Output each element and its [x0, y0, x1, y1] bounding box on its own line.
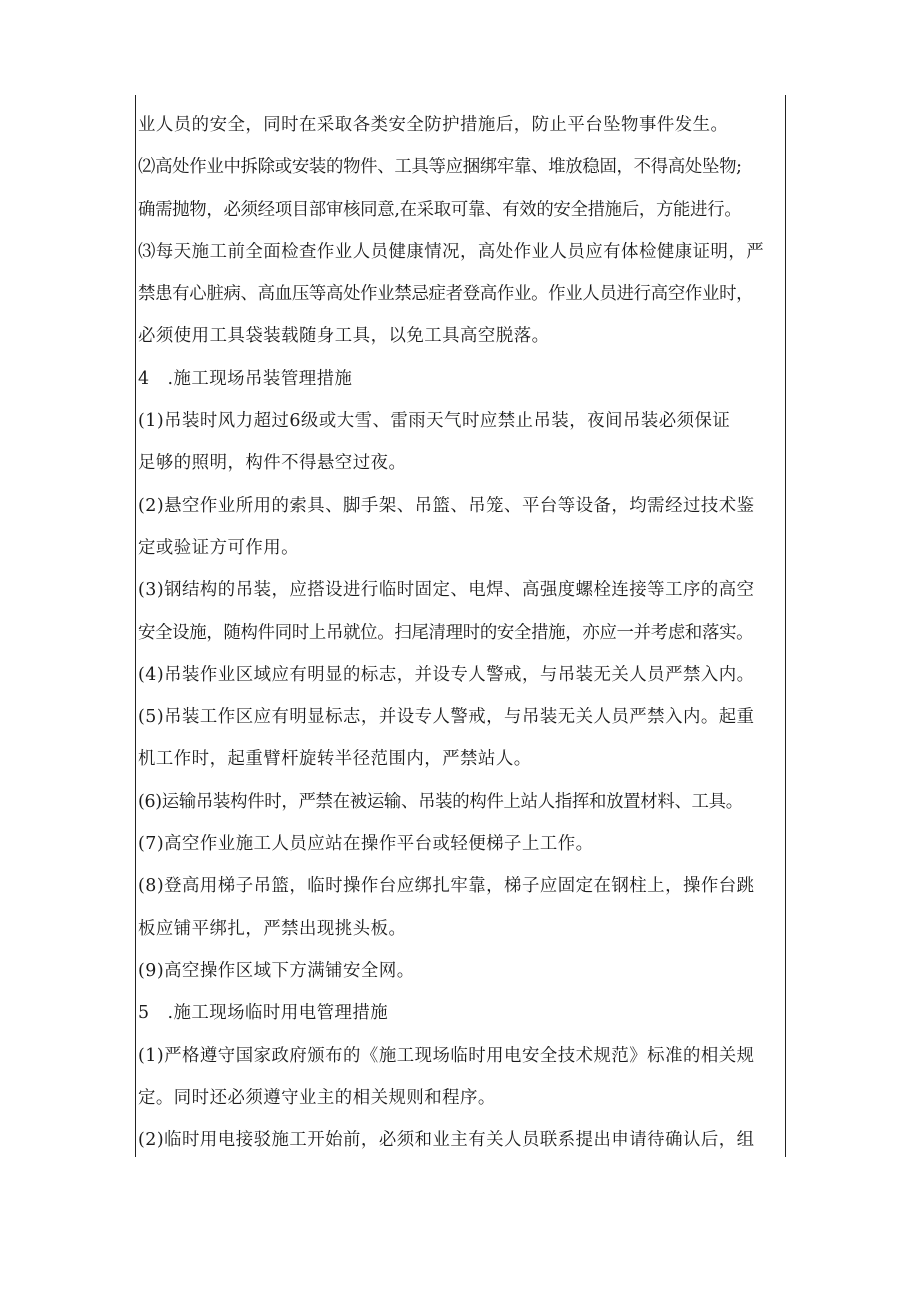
text-line: 禁患有心脏病、高血压等高处作业禁忌症者登高作业。作业人员进行高空作业时，: [138, 284, 754, 305]
text-line: (8)登高用梯子吊篮，临时操作台应绑扎牢靠，梯子应固定在钢柱上，操作台跳: [138, 876, 755, 897]
text-line: (5)吊装工作区应有明显标志，并设专人警戒，与吊装无关人员严禁入内。起重: [138, 707, 755, 728]
text-line: (7)高空作业施工人员应站在操作平台或轻便梯子上工作。: [138, 834, 594, 855]
text-line: (1)吊装时风力超过6级或大雪、雷雨天气时应禁止吊装，夜间吊装必须保证: [138, 411, 731, 432]
text-line: (1)严格遵守国家政府颁布的《施工现场临时用电安全技术规范》标准的相关规: [138, 1045, 755, 1066]
text-line: (2)临时用电接驳施工开始前，必须和业主有关人员联系提出申请待确认后，组: [138, 1130, 755, 1151]
text-line: (9)高空操作区域下方满铺安全网。: [138, 960, 415, 981]
text-line: ⑵高处作业中拆除或安装的物件、工具等应捆绑牢靠、堆放稳固，不得高处坠物;: [138, 157, 742, 178]
text-line: 业人员的安全，同时在采取各类安全防护措施后，防止平台坠物事件发生。: [138, 115, 729, 135]
document-body: [138, 104, 784, 1161]
section-heading: 4 .施工现场吊装管理措施: [138, 368, 353, 389]
text-line: 板应铺平绑扎，严禁出现挑头板。: [138, 918, 407, 939]
text-line: 必须使用工具袋装载随身工具，以免工具高空脱落。: [138, 326, 550, 347]
text-line: 定。同时还必须遵守业主的相关规则和程序。: [138, 1087, 496, 1108]
text-line: 机工作时，起重臂杆旋转半径范围内，严禁站人。: [138, 749, 532, 770]
text-line: (6)运输吊装构件时，严禁在被运输、吊装的构件上站人指挥和放置材料、工具。: [138, 791, 743, 812]
text-line: 定或验证方可作用。: [138, 537, 300, 558]
text-line: 安全设施，随构件同时上吊就位。扫尾清理时的安全措施，亦应一并考虑和落实。: [138, 622, 754, 643]
text-line: 确需抛物，必须经项目部审核同意,在采取可靠、有效的安全措施后，方能进行。: [138, 199, 742, 220]
text-line: (4)吊装作业区域应有明显的标志，并设专人警戒，与吊装无关人员严禁入内。: [138, 664, 755, 685]
text-line: (2)悬空作业所用的索具、脚手架、吊篮、吊笼、平台等设备，均需经过技术鉴: [138, 495, 755, 516]
section-heading: 5 .施工现场临时用电管理措施: [138, 1003, 389, 1024]
text-line: (3)钢结构的吊装，应搭设进行临时固定、电焊、高强度螺栓连接等工序的高空: [138, 580, 755, 601]
text-line: ⑶每天施工前全面检查作业人员健康情况，高处作业人员应有体检健康证明，严: [138, 241, 765, 262]
text-line: 足够的照明，构件不得悬空过夜。: [138, 453, 407, 474]
